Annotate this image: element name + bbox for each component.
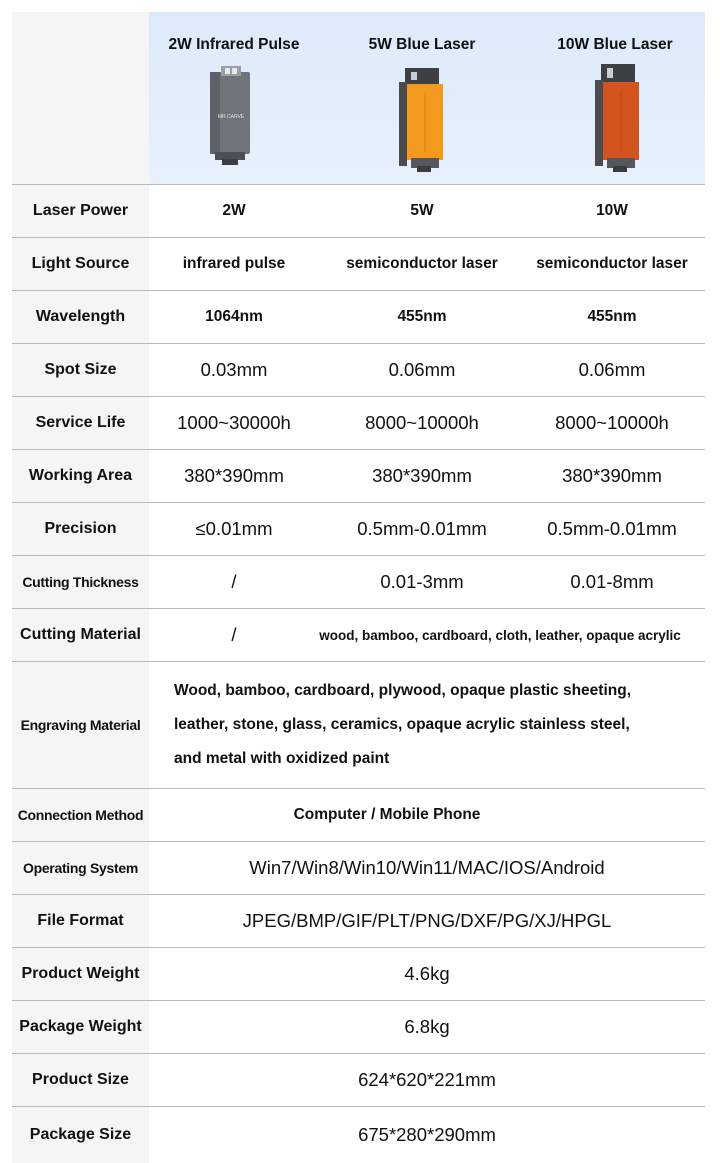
value-10w: 10W <box>596 202 628 219</box>
value-10w: 8000~10000h <box>555 412 669 433</box>
value-5w: 455nm <box>397 308 447 325</box>
row-file-format <box>12 895 705 948</box>
value-all: 675*280*290mm <box>358 1124 496 1145</box>
row-engraving-material <box>12 662 705 789</box>
row-service-life <box>12 397 705 450</box>
value-all: JPEG/BMP/GIF/PLT/PNG/DXF/PG/XJ/HPGL <box>242 910 612 931</box>
value-5w: semiconductor laser <box>346 255 498 272</box>
value-blue-lasers: wood, bamboo, cardboard, cloth, leather, opaque acrylic <box>319 627 681 643</box>
row-working-area <box>12 450 705 503</box>
row-label: Connection Method <box>12 789 149 841</box>
blue-laser-5w-image <box>399 68 449 172</box>
row-label: Engraving Material <box>12 662 149 788</box>
value-5w: 0.5mm-0.01mm <box>357 518 487 539</box>
row-label: Cutting Material <box>12 609 149 661</box>
value-2w: ≤0.01mm <box>195 518 273 539</box>
row-spot-size <box>12 344 705 397</box>
spec-comparison-table <box>12 12 705 1163</box>
row-label: Service Life <box>12 397 149 449</box>
value-5w: 0.01-3mm <box>380 571 464 592</box>
row-label: Product Weight <box>12 948 149 1000</box>
value-2w: infrared pulse <box>182 255 286 272</box>
row-light-source <box>12 238 705 291</box>
value-5w: 5W <box>410 202 434 219</box>
engraving-line: Wood, bamboo, cardboard, plywood, opaque plastic sheeting, <box>174 682 632 699</box>
engraving-line: and metal with oxidized paint <box>174 750 390 767</box>
row-operating-system <box>12 842 705 895</box>
row-label: File Format <box>12 895 149 947</box>
value-all: 6.8kg <box>404 1016 450 1037</box>
value-all: Computer / Mobile Phone <box>293 806 481 823</box>
row-label: Working Area <box>12 450 149 502</box>
row-package-weight <box>12 1001 705 1054</box>
row-precision <box>12 503 705 556</box>
value-5w: 380*390mm <box>372 465 472 486</box>
row-label: Product Size <box>12 1054 149 1106</box>
product-name: 2W Infrared Pulse <box>168 36 300 53</box>
row-cutting-material <box>12 609 705 662</box>
infrared-laser-module-image <box>207 66 253 166</box>
value-10w: 0.06mm <box>578 359 646 380</box>
value-2w: 0.03mm <box>200 359 268 380</box>
row-label: Laser Power <box>12 185 149 237</box>
row-cutting-thickness <box>12 556 705 609</box>
header-label-cell <box>12 12 149 184</box>
value-5w: 8000~10000h <box>365 412 479 433</box>
value-2w: 1064nm <box>205 308 263 325</box>
row-package-size <box>12 1107 705 1163</box>
row-label: Cutting Thickness <box>12 556 149 608</box>
product-column-10w <box>525 12 705 184</box>
value-all: 624*620*221mm <box>358 1069 496 1090</box>
row-label: Package Weight <box>12 1001 149 1053</box>
value-10w: semiconductor laser <box>536 255 688 272</box>
row-connection-method <box>12 789 705 842</box>
product-column-2w <box>149 12 319 184</box>
row-label: Operating System <box>12 842 149 894</box>
engraving-material-text <box>174 662 631 788</box>
value-10w: 380*390mm <box>562 465 662 486</box>
product-name: 10W Blue Laser <box>557 36 673 53</box>
value-5w: 0.06mm <box>388 359 456 380</box>
product-column-5w <box>319 12 525 184</box>
blue-laser-10w-image <box>595 64 645 172</box>
value-2w: / <box>231 571 237 592</box>
row-label: Package Size <box>12 1107 149 1163</box>
value-2w: 2W <box>222 202 246 219</box>
value-2w: 1000~30000h <box>177 412 291 433</box>
table-header <box>12 12 705 185</box>
value-all: 4.6kg <box>404 963 450 984</box>
row-label: Precision <box>12 503 149 555</box>
product-name: 5W Blue Laser <box>368 36 476 53</box>
value-2w: 380*390mm <box>184 465 284 486</box>
row-label: Spot Size <box>12 344 149 396</box>
value-all: Win7/Win8/Win10/Win11/MAC/IOS/Android <box>249 857 605 878</box>
engraving-line: leather, stone, glass, ceramics, opaque acrylic stainless steel, <box>174 716 630 733</box>
row-product-weight <box>12 948 705 1001</box>
brand-text: MR.CARVE <box>217 114 245 120</box>
row-label: Light Source <box>12 238 149 290</box>
row-label: Wavelength <box>12 291 149 343</box>
value-10w: 0.5mm-0.01mm <box>547 518 677 539</box>
value-2w: / <box>231 624 237 645</box>
value-10w: 455nm <box>587 308 637 325</box>
row-wavelength <box>12 291 705 344</box>
value-10w: 0.01-8mm <box>570 571 654 592</box>
row-laser-power <box>12 185 705 238</box>
row-product-size <box>12 1054 705 1107</box>
